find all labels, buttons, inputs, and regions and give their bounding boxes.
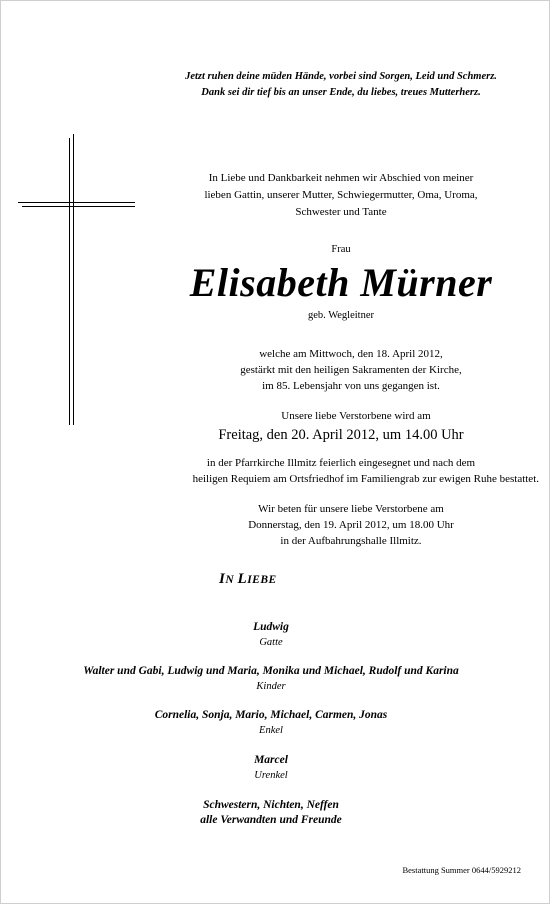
verse <box>141 69 541 101</box>
intro-text <box>166 170 516 221</box>
verse-line-2: Dank sei dir tief bis an unser Ende, du liebes, treues Mutterherz. <box>201 87 481 98</box>
mourner-group <box>21 664 521 694</box>
funeral-intro: Unsere liebe Verstorbene wird am <box>281 410 431 422</box>
verse-line-1: Jetzt ruhen deine müden Hände, vorbei sind Sorgen, Leid und Schmerz. <box>185 71 497 82</box>
death-line-3: im 85. Lebensjahr von uns gegangen ist. <box>262 380 440 392</box>
mourner-group <box>21 798 521 828</box>
mourner-role: Enkel <box>259 725 283 736</box>
mourner-group <box>21 708 521 738</box>
mourner-role: Gatte <box>259 637 283 648</box>
wake-line-3: in der Aufbahrungshalle Illmitz. <box>280 535 422 547</box>
salutation: Frau <box>331 244 351 255</box>
mourner-role: alle Verwandten und Freunde <box>200 814 342 826</box>
death-line-1: welche am Mittwoch, den 18. April 2012, <box>259 348 443 360</box>
intro-line-3: Schwester und Tante <box>295 206 387 218</box>
birth-name: geb. Wegleitner <box>307 310 375 321</box>
mourner-names: Ludwig <box>253 621 289 633</box>
mourner-role: Kinder <box>256 681 286 692</box>
mourner-names: Walter und Gabi, Ludwig und Maria, Monika und Michael, Rudolf und Karina <box>83 665 459 677</box>
mourner-role: Urenkel <box>254 770 288 781</box>
deceased-name: Elisabeth Mürner <box>189 260 493 305</box>
mourners-heading: IN LIEBE <box>219 571 277 587</box>
death-notice <box>231 346 471 394</box>
mourner-group <box>21 753 521 783</box>
intro-line-2: lieben Gattin, unserer Mutter, Schwiegermutter, Oma, Uroma, <box>204 189 478 201</box>
wake-line-2: Donnerstag, den 19. April 2012, um 18.00 Uhr <box>248 519 454 531</box>
funeral-date: Freitag, den 20. April 2012, um 14.00 Uhr <box>218 427 464 443</box>
funeral-details <box>111 455 550 487</box>
mourner-names: Schwestern, Nichten, Neffen <box>203 799 339 811</box>
mourner-names: Cornelia, Sonja, Mario, Michael, Carmen, Jonas <box>154 709 388 721</box>
funeral-home-footer: Bestattung Summer 0644/5929212 <box>402 865 521 875</box>
mourner-names: Marcel <box>254 754 288 766</box>
death-line-2: gestärkt mit den heiligen Sakramenten der Kirche, <box>240 364 462 376</box>
funeral-line-2: heiligen Requiem am Ortsfriedhof im Familiengrab zur ewigen Ruhe bestattet. <box>192 473 539 485</box>
intro-line-1: In Liebe und Dankbarkeit nehmen wir Abschied von meiner <box>208 172 474 184</box>
wake-notice <box>201 501 501 549</box>
funeral-line-1: in der Pfarrkirche Illmitz feierlich eingesegnet und nach dem <box>206 457 476 469</box>
mourner-group <box>21 620 521 650</box>
wake-line-1: Wir beten für unsere liebe Verstorbene am <box>258 503 444 515</box>
